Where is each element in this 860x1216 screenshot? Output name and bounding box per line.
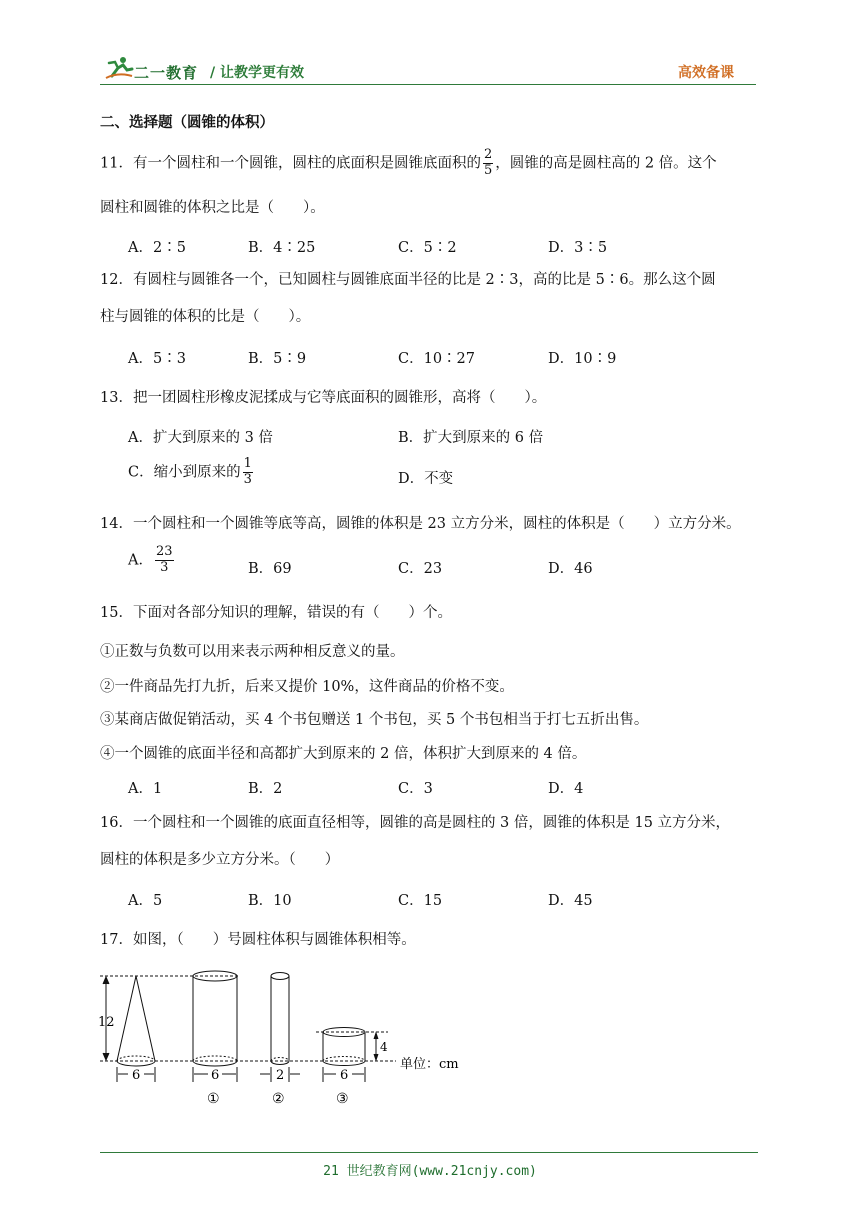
q15-option-a: A．1	[128, 781, 163, 797]
question-17-line1: 17．如图，（ ）号圆柱体积与圆锥体积相等。	[100, 932, 416, 948]
q14-option-d: D．46	[548, 561, 593, 577]
q15-option-b: B．2	[248, 781, 283, 797]
cone-cylinder-figure	[96, 964, 496, 1114]
q12-option-c: C．10∶27	[398, 351, 475, 367]
q11-frac-num: 2	[483, 147, 493, 162]
unit-label: 单位：cm	[400, 1057, 459, 1072]
q14-option-a	[128, 545, 176, 576]
cone-base-back	[117, 1056, 155, 1061]
q13-frac-den: 3	[243, 471, 252, 487]
label-cyl1-diameter: 6	[211, 1068, 220, 1083]
q15-statement-1: ①正数与负数可以用来表示两种相反意义的量。	[100, 644, 405, 660]
label-cyl2-diameter: 2	[276, 1068, 285, 1083]
question-14-line1: 14．一个圆柱和一个圆锥等底等高，圆锥的体积是 23 立方分米，圆柱的体积是（ ）立方分米。	[100, 516, 741, 532]
cone-left-edge	[117, 976, 136, 1061]
question-12-line1: 12．有圆柱与圆锥各一个，已知圆柱与圆锥底面半径的比是 2∶3，高的比是 5∶6。那么这个圆	[100, 272, 716, 288]
q14-frac-num: 23	[155, 544, 173, 559]
q15-option-c: C．3	[398, 781, 433, 797]
q13-option-b: B．扩大到原来的 6 倍	[398, 430, 544, 446]
q15-option-d: D．4	[548, 781, 584, 797]
q14-option-b: B．69	[248, 561, 292, 577]
cone-base-front	[117, 1061, 155, 1066]
q11-option-d: D．3∶5	[548, 240, 608, 256]
q11-option-b: B．4∶25	[248, 240, 316, 256]
q14-opta-label: A．	[128, 552, 153, 569]
cone-right-edge	[136, 976, 155, 1061]
q15-statement-4: ④一个圆锥的底面半径和高都扩大到原来的 2 倍，体积扩大到原来的 4 倍。	[100, 746, 587, 762]
cyl2-top	[271, 973, 289, 980]
q11-text-post: ，圆锥的高是圆柱高的 2 倍。这个	[495, 155, 717, 172]
question-16-line1: 16．一个圆柱和一个圆锥的底面直径相等，圆锥的高是圆柱的 3 倍，圆锥的体积是 15 立方分米，	[100, 815, 731, 831]
q12-option-d: D．10∶9	[548, 351, 617, 367]
q13-option-d: D．不变	[398, 471, 454, 487]
q11-frac-den: 5	[483, 162, 493, 178]
label-cylinder-2: ②	[272, 1091, 285, 1107]
label-cylinder-1: ①	[207, 1091, 220, 1107]
footer-text: 21 世纪教育网(www.21cnjy.com)	[323, 1164, 537, 1179]
q16-option-b: B．10	[248, 893, 292, 909]
q14-frac-den: 3	[160, 559, 169, 575]
label-height-12: 12	[98, 1015, 115, 1030]
q16-option-a: A．5	[128, 893, 163, 909]
brand-name: 二一教育	[134, 64, 199, 82]
q13-frac-num: 1	[243, 456, 252, 471]
question-11-line1	[100, 148, 717, 179]
q12-option-a: A．5∶3	[128, 351, 186, 367]
q11-text-pre: 11．有一个圆柱和一个圆锥，圆柱的底面积是圆锥底面积的	[100, 155, 481, 172]
q12-option-b: B．5∶9	[248, 351, 307, 367]
label-cyl3-diameter: 6	[340, 1068, 349, 1083]
question-13-line1: 13．把一团圆柱形橡皮泥揉成与它等底面积的圆锥形，高将（ ）。	[100, 390, 547, 406]
question-15-line1: 15．下面对各部分知识的理解，错误的有（ ）个。	[100, 605, 452, 621]
slogan: / 让教学更有效	[210, 65, 304, 81]
label-cyl3-height: 4	[380, 1040, 388, 1054]
runner-logo-icon	[104, 56, 134, 80]
q15-statement-2: ②一件商品先打九折，后来又提价 10%，这件商品的价格不变。	[100, 679, 514, 695]
q13-option-c	[128, 457, 255, 488]
q13-optc-fraction	[243, 457, 253, 488]
q14-opta-fraction	[155, 545, 174, 576]
question-12-line2: 柱与圆锥的体积的比是（ ）。	[100, 309, 311, 325]
page-header	[100, 50, 756, 85]
q15-statement-3: ③某商店做促销活动，买 4 个书包赠送 1 个书包，买 5 个书包相当于打七五折出售。	[100, 712, 649, 728]
footer-divider	[100, 1152, 758, 1153]
q16-option-d: D．45	[548, 893, 593, 909]
question-11-line2: 圆柱和圆锥的体积之比是（ ）。	[100, 200, 325, 216]
q11-option-a: A．2∶5	[128, 240, 186, 256]
label-cylinder-3: ③	[336, 1091, 349, 1107]
q13-optc-text: C．缩小到原来的	[128, 464, 241, 481]
q11-option-c: C．5∶2	[398, 240, 457, 256]
label-cone-diameter: 6	[132, 1068, 141, 1083]
header-tag: 高效备课	[678, 65, 734, 81]
question-16-line2: 圆柱的体积是多少立方分米。（ ）	[100, 852, 340, 868]
q14-option-c: C．23	[398, 561, 443, 577]
q11-fraction	[483, 148, 493, 179]
section-title: 二、选择题（圆锥的体积）	[100, 115, 274, 131]
q16-option-c: C．15	[398, 893, 443, 909]
q13-option-a: A．扩大到原来的 3 倍	[128, 430, 273, 446]
